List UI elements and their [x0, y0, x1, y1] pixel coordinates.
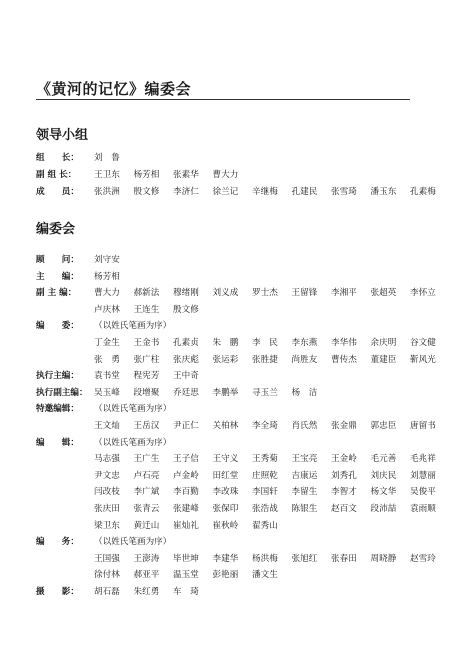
- editorial-row: [36, 518, 416, 535]
- person-name: 张旭红: [291, 553, 318, 564]
- name-list: [94, 551, 450, 568]
- person-name: 穆绪刚: [173, 288, 199, 299]
- person-name: 李华伟: [331, 337, 357, 348]
- person-name: 王金岭: [331, 454, 357, 465]
- person-name: 潘文生: [252, 570, 278, 581]
- editorial-row: [36, 252, 416, 269]
- editorial-row: [36, 584, 416, 601]
- name-list: [94, 285, 450, 302]
- person-name: 张素华: [173, 170, 199, 180]
- editorial-row: [36, 435, 416, 452]
- role-label: 编 辑：: [36, 437, 79, 448]
- person-name: 车 琦: [173, 586, 199, 597]
- person-name: 翟秀山: [252, 520, 278, 531]
- person-name: 刘守安: [94, 255, 120, 265]
- person-name: 尚胜友: [291, 354, 318, 365]
- editorial-row: [36, 468, 436, 485]
- person-name: 刘慧丽: [410, 470, 436, 481]
- person-name: 吴玉峰: [94, 387, 120, 398]
- person-name: 田红堂: [212, 470, 239, 481]
- person-name: 王守义: [212, 454, 239, 465]
- person-name: 王中奇: [173, 371, 199, 382]
- person-name: 庄照乾: [252, 470, 278, 481]
- person-name: 卢金岭: [173, 470, 199, 481]
- person-name: 李 民: [252, 337, 278, 348]
- person-name: 李湘平: [331, 288, 357, 299]
- person-name: 张雪琦: [331, 187, 357, 197]
- person-name: 胡石磊: [94, 586, 120, 597]
- editorial-row: [36, 335, 436, 352]
- person-name: 谷文健: [410, 337, 436, 348]
- person-name: 杨芳相: [133, 170, 160, 180]
- ordering-note: （以姓氏笔画为序）: [94, 437, 172, 448]
- editorial-row: [36, 484, 436, 501]
- name-list: [94, 318, 171, 335]
- person-name: 周晓静: [370, 553, 397, 564]
- name-list: [94, 335, 450, 352]
- person-name: 李鹏举: [212, 387, 239, 398]
- person-name: 李国轩: [252, 487, 278, 498]
- person-name: 王留锋: [291, 288, 318, 299]
- role-label: 副 主 编：: [36, 288, 77, 299]
- role-label: 主 编：: [36, 271, 79, 282]
- person-name: 孔素贞: [173, 337, 199, 348]
- person-name: 赵百文: [331, 503, 357, 514]
- person-name: 张青云: [133, 503, 160, 514]
- name-list: [94, 584, 213, 601]
- person-name: 郭忠臣: [370, 420, 397, 431]
- editorial-row: [36, 534, 416, 551]
- editorial-row: [36, 285, 436, 302]
- person-name: 张超英: [370, 288, 397, 299]
- name-list: [94, 567, 292, 584]
- person-name: 寻玉兰: [252, 387, 278, 398]
- person-name: 杨文华: [370, 487, 397, 498]
- role-label: 编 务：: [36, 537, 79, 548]
- leadership-heading: 领导小组: [36, 128, 89, 143]
- person-name: 卢石亮: [133, 470, 160, 481]
- role-label: 成 员：: [36, 187, 79, 197]
- person-name: 崔秋岭: [212, 520, 239, 531]
- person-name: 尹正仁: [173, 420, 199, 431]
- person-name: 余庆明: [370, 337, 397, 348]
- person-name: 辛继梅: [252, 187, 278, 197]
- editorial-row: [36, 385, 416, 402]
- role-label: 执行主编：: [36, 371, 79, 382]
- editorial-row: [36, 368, 416, 385]
- person-name: 闫改枝: [94, 487, 120, 498]
- name-list: [94, 184, 450, 201]
- person-name: 张庆彪: [173, 354, 199, 365]
- name-list: [94, 468, 450, 485]
- person-name: 殷文修: [173, 304, 199, 315]
- person-name: 王金书: [133, 337, 160, 348]
- person-name: 潘玉东: [370, 187, 397, 197]
- person-name: 朱 鹏: [212, 337, 239, 348]
- name-list: [94, 418, 450, 435]
- person-name: 曹大力: [94, 288, 120, 299]
- person-name: 李改珠: [212, 487, 239, 498]
- person-name: 张春田: [331, 553, 357, 564]
- name-list: [94, 269, 134, 286]
- person-name: 曹传杰: [331, 354, 357, 365]
- person-name: 张 勇: [94, 354, 120, 365]
- person-name: 毛元善: [370, 454, 397, 465]
- person-name: 吉康运: [291, 470, 318, 481]
- person-name: 袁书堂: [94, 371, 120, 382]
- person-name: 张运彩: [212, 354, 239, 365]
- leadership-row: [36, 150, 416, 167]
- ordering-note: （以姓氏笔画为序）: [94, 537, 172, 548]
- name-list: [94, 385, 331, 402]
- person-name: 刘义成: [212, 288, 239, 299]
- editorial-row: [36, 451, 436, 468]
- person-name: 张建峰: [173, 503, 199, 514]
- editorial-row: [36, 302, 416, 319]
- person-name: 李怀立: [410, 288, 436, 299]
- role-label: 特邀编辑：: [36, 404, 79, 415]
- person-name: 袁雨顺: [410, 503, 436, 514]
- person-name: 孔素梅: [410, 187, 436, 197]
- person-name: 王卫东: [94, 170, 120, 180]
- editorial-row: [36, 551, 436, 568]
- person-name: 罗士杰: [252, 288, 278, 299]
- name-list: [94, 150, 134, 167]
- title-divider: [36, 99, 410, 100]
- person-name: 王国强: [94, 553, 120, 564]
- person-name: 靳风光: [410, 354, 436, 365]
- leadership-list: [36, 150, 436, 201]
- name-list: [94, 451, 450, 468]
- person-name: 殷文修: [133, 187, 160, 197]
- name-list: [94, 302, 213, 319]
- page-title: 《黄河的记忆》编委会: [36, 80, 192, 98]
- person-name: 马志强: [94, 454, 120, 465]
- person-name: 杨芳相: [94, 271, 120, 282]
- role-label: 顾 问：: [36, 255, 79, 265]
- person-name: 程宪芳: [133, 371, 160, 382]
- role-label: 摄 影：: [36, 586, 79, 597]
- person-name: 彭艳丽: [212, 570, 239, 581]
- name-list: [94, 484, 450, 501]
- person-name: 孔建民: [291, 187, 318, 197]
- person-name: 李全琦: [252, 420, 278, 431]
- name-list: [94, 401, 171, 418]
- person-name: 刘 鲁: [94, 153, 120, 163]
- person-name: 王子信: [173, 454, 199, 465]
- person-name: 吴俊平: [410, 487, 436, 498]
- person-name: 王广生: [133, 454, 160, 465]
- leadership-row: [36, 167, 416, 184]
- person-name: 张浩战: [252, 503, 278, 514]
- editorial-heading: 编委会: [36, 222, 76, 237]
- person-name: 王澎涛: [133, 553, 160, 564]
- name-list: [94, 518, 292, 535]
- person-name: 徐兰记: [212, 187, 239, 197]
- person-name: 王连生: [133, 304, 160, 315]
- person-name: 尹文忠: [94, 470, 120, 481]
- person-name: 李留生: [291, 487, 318, 498]
- person-name: 王宝亮: [291, 454, 318, 465]
- person-name: 张洪洲: [94, 187, 120, 197]
- person-name: 梁卫东: [94, 520, 120, 531]
- editorial-row: [36, 318, 416, 335]
- editorial-row: [36, 352, 436, 369]
- editorial-row: [36, 418, 436, 435]
- name-list: [94, 435, 171, 452]
- person-name: 曹大力: [212, 170, 239, 180]
- person-name: 朱红勇: [133, 586, 160, 597]
- name-list: [94, 534, 171, 551]
- person-name: 赵雪玲: [410, 553, 436, 564]
- person-name: 张胜捷: [252, 354, 278, 365]
- person-name: 肖氏然: [291, 420, 318, 431]
- editorial-row: [36, 401, 416, 418]
- person-name: 丁金生: [94, 337, 120, 348]
- person-name: 刘庆民: [370, 470, 397, 481]
- person-name: 刘秀孔: [331, 470, 357, 481]
- leadership-row: [36, 184, 436, 201]
- person-name: 王岳汉: [133, 420, 160, 431]
- person-name: 杨洪梅: [252, 553, 278, 564]
- editorial-row: [36, 269, 416, 286]
- person-name: 李广斌: [133, 487, 160, 498]
- person-name: 王秀菊: [252, 454, 278, 465]
- person-name: 关柏林: [212, 420, 239, 431]
- person-name: 张广柱: [133, 354, 160, 365]
- person-name: 王文灿: [94, 420, 120, 431]
- name-list: [94, 352, 450, 369]
- role-label: 副 组 长：: [36, 170, 77, 180]
- person-name: 董建臣: [370, 354, 397, 365]
- person-name: 毛兆祥: [410, 454, 436, 465]
- name-list: [94, 167, 252, 184]
- person-name: 张庆田: [94, 503, 120, 514]
- person-name: 郝亚平: [133, 570, 160, 581]
- person-name: 张金鼎: [331, 420, 357, 431]
- name-list: [94, 501, 450, 518]
- person-name: 乔廷思: [173, 387, 199, 398]
- person-name: 张保印: [212, 503, 239, 514]
- person-name: 李济仁: [173, 187, 199, 197]
- ordering-note: （以姓氏笔画为序）: [94, 321, 172, 332]
- person-name: 毕世坤: [173, 553, 199, 564]
- editorial-row: [36, 567, 416, 584]
- person-name: 徐付林: [94, 570, 120, 581]
- role-label: 编 委：: [36, 321, 79, 332]
- person-name: 崔灿礼: [173, 520, 199, 531]
- person-name: 李东燕: [291, 337, 318, 348]
- editorial-row: [36, 501, 436, 518]
- person-name: 李百勤: [173, 487, 199, 498]
- person-name: 段增聚: [133, 387, 160, 398]
- person-name: 卢庆林: [94, 304, 120, 315]
- person-name: 唐留书: [410, 420, 436, 431]
- name-list: [94, 252, 134, 269]
- person-name: 陈银生: [291, 503, 318, 514]
- editorial-list: [36, 252, 436, 600]
- person-name: 段沛喆: [370, 503, 397, 514]
- person-name: 郝新法: [133, 288, 160, 299]
- role-label: 组 长：: [36, 153, 79, 163]
- name-list: [94, 368, 213, 385]
- person-name: 杨 洁: [291, 387, 318, 398]
- role-label: 执行副主编：: [36, 387, 88, 398]
- person-name: 李智才: [331, 487, 357, 498]
- person-name: 李建华: [212, 553, 239, 564]
- person-name: 黄迁山: [133, 520, 160, 531]
- person-name: 温玉堂: [173, 570, 199, 581]
- ordering-note: （以姓氏笔画为序）: [94, 404, 172, 415]
